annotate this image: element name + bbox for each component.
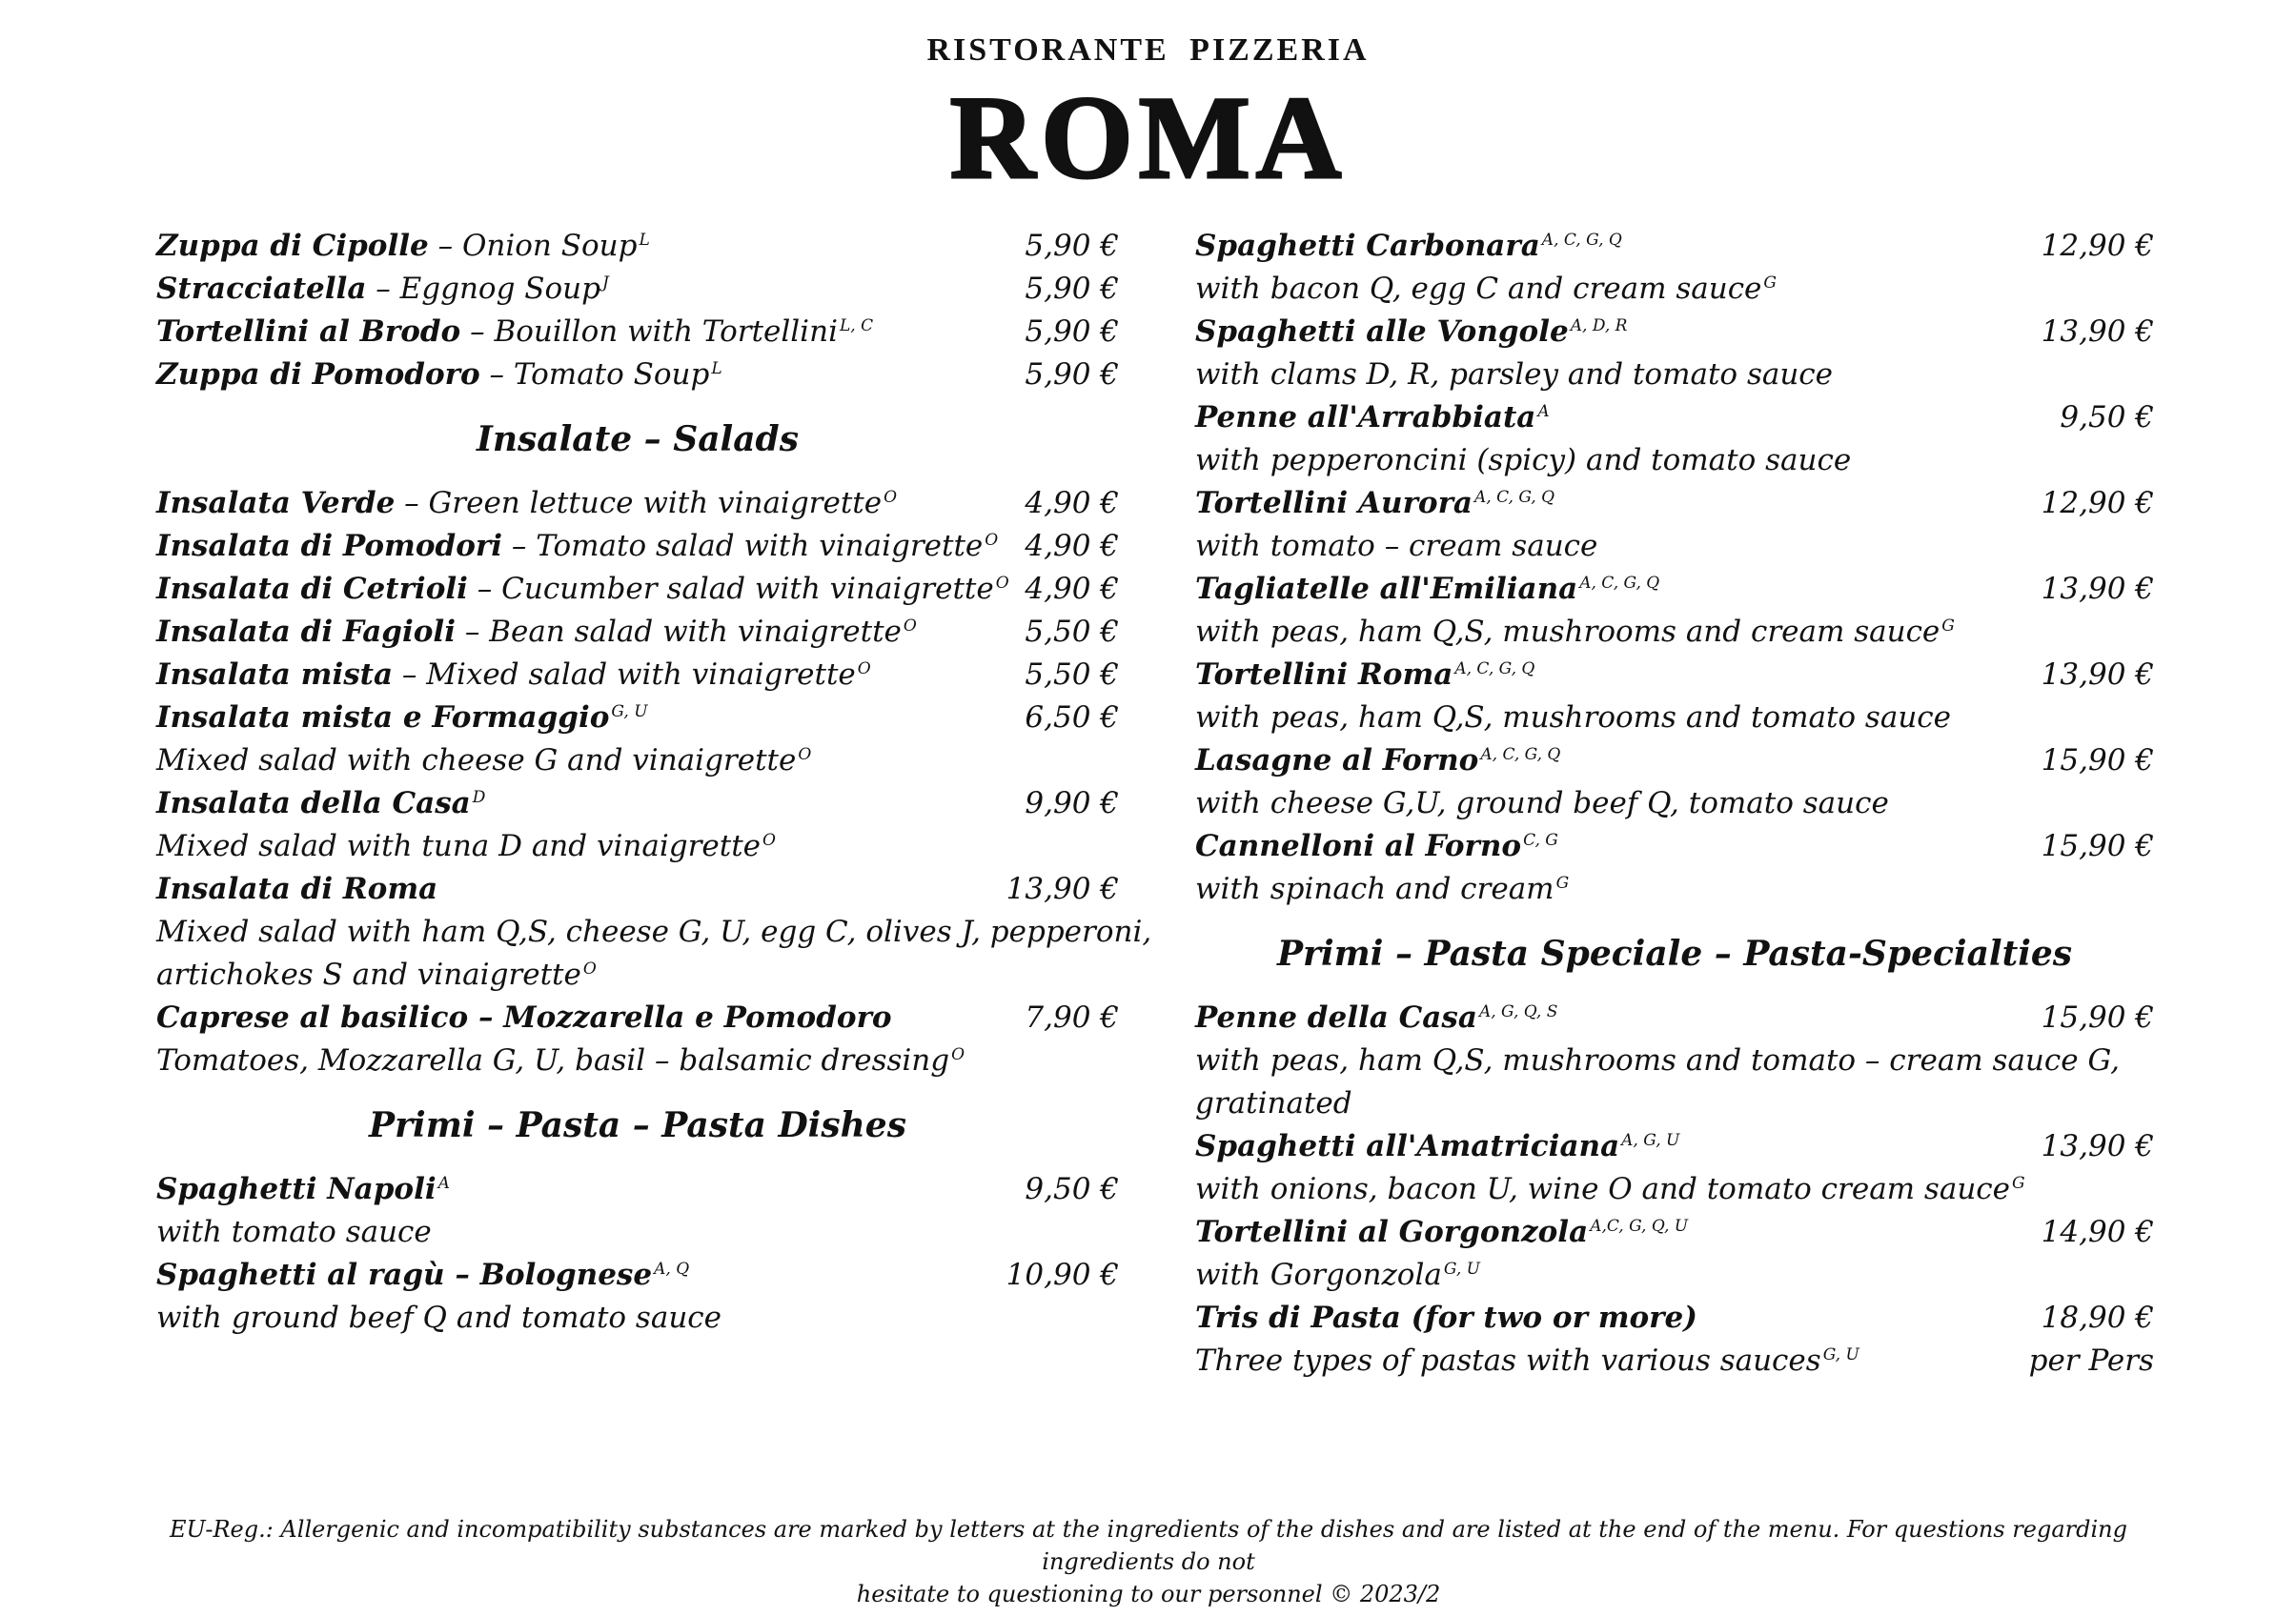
menu-line xyxy=(156,268,1119,311)
menu-line-text xyxy=(156,1211,432,1254)
dish-description: Onion Soup xyxy=(461,229,638,263)
dish-price: 13,90 € xyxy=(2041,1129,2154,1163)
dish-name: Insalata di Cetrioli xyxy=(156,572,468,606)
menu-line-text xyxy=(156,868,437,911)
separator: – xyxy=(366,272,400,306)
dish-name: Caprese al basilico – Mozzarella e Pomodoro xyxy=(156,1000,892,1035)
menu-line-text xyxy=(1195,396,1550,439)
menu-line xyxy=(156,311,1119,354)
dish-price: 4,90 € xyxy=(1025,529,1119,563)
menu-line xyxy=(1195,354,2154,396)
separator: – xyxy=(501,529,537,563)
menu-line xyxy=(156,739,1119,782)
menu-line-text xyxy=(156,525,998,568)
allergen-code: A, C, G, Q xyxy=(1480,744,1561,764)
menu-line-text xyxy=(1195,568,1659,611)
allergen-code: O xyxy=(951,1044,965,1064)
menu-line xyxy=(1195,1254,2154,1297)
dish-name: Spaghetti Carbonara xyxy=(1195,229,1540,263)
separator: – xyxy=(479,357,514,392)
dish-description: with bacon Q, egg C and cream sauce xyxy=(1195,272,1762,306)
allergen-code: L xyxy=(639,230,650,250)
dish-description: with peas, ham Q,S, mushrooms and tomato – cream sauce G, xyxy=(1195,1043,2120,1078)
menu-line xyxy=(1195,482,2154,525)
menu-line-text xyxy=(1195,1082,1352,1125)
dish-price: 13,90 € xyxy=(2041,572,2154,606)
menu-line-text xyxy=(1195,611,1955,654)
allergen-code: O xyxy=(857,658,871,678)
menu-line-text xyxy=(1195,1297,1697,1340)
dish-price: 9,50 € xyxy=(1025,1172,1119,1206)
menu-line-text xyxy=(156,782,485,825)
allergen-code: O xyxy=(985,530,999,550)
dish-name: Tagliatelle all'Emiliana xyxy=(1195,572,1578,606)
dish-price: per Pers xyxy=(2028,1343,2154,1378)
separator: – xyxy=(467,572,502,606)
menu-line xyxy=(156,1254,1119,1297)
pasta-list-right xyxy=(1195,225,2154,911)
menu-line-text xyxy=(1195,525,1597,568)
dish-name: Tortellini al Gorgonzola xyxy=(1195,1215,1589,1249)
allergen-note-line-1: EU-Reg.: Allergenic and incompatibility substances are marked by letters at the ingredients of the dishes and are listed at the end of the menu. For questions regarding ingredients do not xyxy=(170,1516,2127,1575)
dish-price: 18,90 € xyxy=(2041,1301,2154,1335)
allergen-code: A, G, U xyxy=(1621,1130,1680,1150)
dish-description: gratinated xyxy=(1195,1086,1352,1121)
allergen-code: C, G xyxy=(1523,830,1558,850)
menu-line-text xyxy=(1195,311,1627,354)
dish-name: Insalata di Pomodori xyxy=(156,529,502,563)
separator: – xyxy=(428,229,462,263)
allergen-code: O xyxy=(582,959,597,979)
allergen-code: G, U xyxy=(611,701,648,721)
dish-name: Spaghetti alle Vongole xyxy=(1195,314,1569,349)
menu-line xyxy=(156,568,1119,611)
menu-line xyxy=(1195,1125,2154,1168)
menu-line xyxy=(156,482,1119,525)
allergen-code: G, U xyxy=(1822,1344,1859,1364)
menu-line-text xyxy=(1195,439,1851,482)
dish-price: 5,90 € xyxy=(1025,357,1119,392)
allergen-code: G xyxy=(1555,873,1570,893)
dish-price: 13,90 € xyxy=(1006,872,1119,906)
dish-name: Tortellini Roma xyxy=(1195,657,1453,692)
menu-line xyxy=(1195,1168,2154,1211)
dish-price: 15,90 € xyxy=(2041,743,2154,778)
menu-line xyxy=(156,868,1119,911)
dish-description: Mixed salad with vinaigrette xyxy=(426,657,856,692)
allergen-code: A xyxy=(437,1173,450,1193)
separator: – xyxy=(395,486,429,520)
dish-name: Penne della Casa xyxy=(1195,1000,1477,1035)
allergen-code: A, D, R xyxy=(1570,315,1628,335)
menu-line xyxy=(156,1168,1119,1211)
dish-price: 10,90 € xyxy=(1006,1258,1119,1292)
menu-line-text xyxy=(156,739,811,782)
specialties-list xyxy=(1195,997,2154,1383)
allergen-note-line-2: hesitate to questioning to our personnel © 2023/2 xyxy=(856,1581,1441,1607)
restaurant-subtitle: RISTORANTE PIZZERIA xyxy=(926,32,1370,68)
menu-line-text xyxy=(1195,1211,1688,1254)
allergen-code: O xyxy=(884,487,898,507)
menu-line xyxy=(1195,825,2154,868)
menu-line-text xyxy=(156,997,892,1040)
logo-text: ROMA xyxy=(949,82,1347,194)
dish-name: Stracciatella xyxy=(156,272,367,306)
dish-description: with cheese G,U, ground beef Q, tomato sauce xyxy=(1195,786,1889,820)
dish-price: 5,90 € xyxy=(1025,314,1119,349)
dish-name: Insalata della Casa xyxy=(156,786,471,820)
dish-description: Tomato Soup xyxy=(513,357,710,392)
menu-line xyxy=(1195,1040,2154,1082)
allergen-code: J xyxy=(602,273,609,293)
dish-price: 9,90 € xyxy=(1025,786,1119,820)
dish-description: with Gorgonzola xyxy=(1195,1258,1442,1292)
dish-description: Green lettuce with vinaigrette xyxy=(428,486,883,520)
dish-price: 6,50 € xyxy=(1025,700,1119,735)
menu-line xyxy=(1195,868,2154,911)
menu-line xyxy=(1195,225,2154,268)
menu-line xyxy=(156,354,1119,396)
pasta-heading: Primi – Pasta – Pasta Dishes xyxy=(369,1105,906,1145)
menu-line-text xyxy=(1195,1125,1679,1168)
dish-price: 13,90 € xyxy=(2041,657,2154,692)
menu-line xyxy=(156,225,1119,268)
menu-line xyxy=(156,782,1119,825)
allergen-note xyxy=(133,1513,2164,1610)
menu-line-text xyxy=(1195,354,1833,396)
menu-line-text xyxy=(1195,482,1554,525)
menu-line xyxy=(1195,997,2154,1040)
menu-line xyxy=(1195,311,2154,354)
menu-line-text xyxy=(1195,654,1534,697)
allergen-code: O xyxy=(995,573,1009,593)
dish-price: 5,90 € xyxy=(1025,272,1119,306)
dish-description: Mixed salad with ham Q,S, cheese G, U, egg C, olives J, pepperoni, xyxy=(156,915,1152,949)
menu-line-text xyxy=(156,611,917,654)
dish-price: 13,90 € xyxy=(2041,314,2154,349)
menu-line-text xyxy=(156,482,897,525)
dish-name: Insalata mista xyxy=(156,657,394,692)
dish-description: with clams D, R, parsley and tomato sauce xyxy=(1195,357,1834,392)
dish-description: Cucumber salad with vinaigrette xyxy=(501,572,994,606)
menu-line xyxy=(1195,782,2154,825)
dish-name: Insalata di Fagioli xyxy=(156,615,456,649)
menu-line-text xyxy=(156,354,722,396)
dish-name: Insalata Verde xyxy=(156,486,396,520)
menu-line xyxy=(1195,654,2154,697)
allergen-code: A, C, G, Q xyxy=(1454,658,1535,678)
menu-line xyxy=(156,654,1119,697)
dish-price: 5,50 € xyxy=(1025,657,1119,692)
dish-name: Spaghetti all'Amatriciana xyxy=(1195,1129,1620,1163)
menu-line xyxy=(1195,396,2154,439)
menu-line-text xyxy=(156,954,597,997)
menu-line xyxy=(156,1297,1119,1340)
allergen-code: O xyxy=(762,830,776,850)
menu-line xyxy=(156,997,1119,1040)
menu-line-text xyxy=(1195,868,1569,911)
menu-line-text xyxy=(1195,782,1889,825)
menu-line-text xyxy=(1195,1340,1859,1383)
allergen-code: A, G, Q, S xyxy=(1478,1001,1558,1021)
separator: – xyxy=(393,657,427,692)
menu-line-text xyxy=(1195,739,1560,782)
menu-line-text xyxy=(156,1254,689,1297)
menu-header xyxy=(0,32,2296,198)
right-column xyxy=(1195,225,2154,1383)
dish-description: with tomato – cream sauce xyxy=(1195,529,1598,563)
dish-description: artichokes S and vinaigrette xyxy=(156,958,581,992)
menu-line xyxy=(1195,1082,2154,1125)
dish-description: Eggnog Soup xyxy=(399,272,600,306)
menu-line-text xyxy=(1195,1168,2025,1211)
menu-line-text xyxy=(156,911,1151,954)
dish-price: 12,90 € xyxy=(2041,229,2154,263)
menu-line xyxy=(1195,1211,2154,1254)
allergen-code: A, C, G, Q xyxy=(1474,487,1555,507)
menu-line-text xyxy=(156,1297,721,1340)
allergen-code: A, Q xyxy=(654,1259,690,1279)
dish-price: 14,90 € xyxy=(2041,1215,2154,1249)
dish-description: with pepperoncini (spicy) and tomato sauce xyxy=(1195,443,1852,477)
dish-description: Mixed salad with tuna D and vinaigrette xyxy=(156,829,762,863)
dish-name: Spaghetti al ragù – Bolognese xyxy=(156,1258,653,1292)
pasta-list-left xyxy=(156,1168,1119,1340)
dish-name: Penne all'Arrabbiata xyxy=(1195,400,1536,434)
separator: – xyxy=(460,314,495,349)
menu-line xyxy=(1195,611,2154,654)
allergen-code: O xyxy=(798,744,812,764)
salads-list xyxy=(156,482,1152,1082)
dish-name: Tortellini al Brodo xyxy=(156,314,461,349)
menu-line-text xyxy=(156,825,776,868)
dish-description: with ground beef Q and tomato sauce xyxy=(156,1301,721,1335)
dish-price: 9,50 € xyxy=(2060,400,2154,434)
dish-name: Insalata di Roma xyxy=(156,872,438,906)
menu-line xyxy=(1195,1297,2154,1340)
separator: – xyxy=(455,615,490,649)
dish-name: Insalata mista e Formaggio xyxy=(156,700,610,735)
menu-line-text xyxy=(1195,697,1951,739)
allergen-code: G xyxy=(2012,1173,2025,1193)
dish-description: Tomatoes, Mozzarella G, U, basil – balsamic dressing xyxy=(156,1043,950,1078)
allergen-code: O xyxy=(903,616,917,636)
allergen-code: G xyxy=(1941,616,1955,636)
salads-heading: Insalate – Salads xyxy=(477,419,799,459)
roma-logo xyxy=(901,82,1396,194)
menu-line xyxy=(156,1040,1119,1082)
menu-line-text xyxy=(1195,825,1558,868)
menu-line-text xyxy=(156,568,1009,611)
menu-line-text xyxy=(156,268,609,311)
menu-line-text xyxy=(1195,1254,1480,1297)
dish-price: 5,50 € xyxy=(1025,615,1119,649)
dish-description: with peas, ham Q,S, mushrooms and cream sauce xyxy=(1195,615,1940,649)
menu-line-text xyxy=(1195,225,1622,268)
allergen-code: A xyxy=(1537,401,1550,421)
allergen-code: A,C, G, Q, U xyxy=(1590,1216,1689,1236)
dish-description: Mixed salad with cheese G and vinaigrette xyxy=(156,743,797,778)
dish-price: 4,90 € xyxy=(1025,572,1119,606)
allergen-code: L, C xyxy=(839,315,874,335)
dish-price: 15,90 € xyxy=(2041,1000,2154,1035)
dish-description: with onions, bacon U, wine O and tomato cream sauce xyxy=(1195,1172,2010,1206)
dish-description: Bouillon with Tortellini xyxy=(494,314,838,349)
menu-line-text xyxy=(156,1040,965,1082)
soups-list xyxy=(156,225,1119,396)
menu-line-text xyxy=(1195,268,1777,311)
menu-line xyxy=(156,611,1119,654)
dish-name: Spaghetti Napoli xyxy=(156,1172,437,1206)
left-column xyxy=(156,225,1152,1340)
dish-name: Tortellini Aurora xyxy=(1195,486,1473,520)
menu-line xyxy=(156,1211,1119,1254)
menu-line xyxy=(1195,1340,2154,1383)
menu-line-text xyxy=(156,225,650,268)
allergen-code: L xyxy=(711,358,722,378)
menu-line-text xyxy=(156,697,648,739)
dish-description: Three types of pastas with various sauces xyxy=(1195,1343,1821,1378)
allergen-code: A, C, G, Q xyxy=(1579,573,1660,593)
allergen-code: A, C, G, Q xyxy=(1541,230,1622,250)
dish-name: Zuppa di Cipolle xyxy=(156,229,429,263)
menu-line xyxy=(1195,568,2154,611)
dish-name: Tris di Pasta (for two or more) xyxy=(1195,1301,1697,1335)
menu-line xyxy=(1195,268,2154,311)
dish-description: with tomato sauce xyxy=(156,1215,432,1249)
dish-price: 5,90 € xyxy=(1025,229,1119,263)
menu-line xyxy=(156,697,1119,739)
allergen-code: G, U xyxy=(1443,1259,1480,1279)
menu-line xyxy=(156,525,1119,568)
dish-description: Bean salad with vinaigrette xyxy=(489,615,902,649)
dish-description: Tomato salad with vinaigrette xyxy=(536,529,984,563)
menu-line xyxy=(1195,525,2154,568)
dish-name: Lasagne al Forno xyxy=(1195,743,1479,778)
menu-line xyxy=(156,911,1152,954)
dish-price: 15,90 € xyxy=(2041,829,2154,863)
dish-name: Cannelloni al Forno xyxy=(1195,829,1522,863)
allergen-code: G xyxy=(1763,273,1777,293)
dish-name: Zuppa di Pomodoro xyxy=(156,357,480,392)
menu-line-text xyxy=(1195,1040,2120,1082)
menu-line-text xyxy=(156,311,873,354)
menu-line xyxy=(1195,739,2154,782)
dish-description: with peas, ham Q,S, mushrooms and tomato sauce xyxy=(1195,700,1951,735)
menu-line xyxy=(156,954,1119,997)
dish-price: 12,90 € xyxy=(2041,486,2154,520)
allergen-code: D xyxy=(472,787,486,807)
menu-line-text xyxy=(156,654,871,697)
dish-price: 7,90 € xyxy=(1025,1000,1119,1035)
menu-line xyxy=(1195,697,2154,739)
menu-line xyxy=(156,825,1119,868)
menu-line-text xyxy=(1195,997,1557,1040)
menu-line-text xyxy=(156,1168,450,1211)
dish-description: with spinach and cream xyxy=(1195,872,1554,906)
dish-price: 4,90 € xyxy=(1025,486,1119,520)
menu-line xyxy=(1195,439,2154,482)
specialties-heading: Primi – Pasta Speciale – Pasta-Specialties xyxy=(1276,934,2073,974)
